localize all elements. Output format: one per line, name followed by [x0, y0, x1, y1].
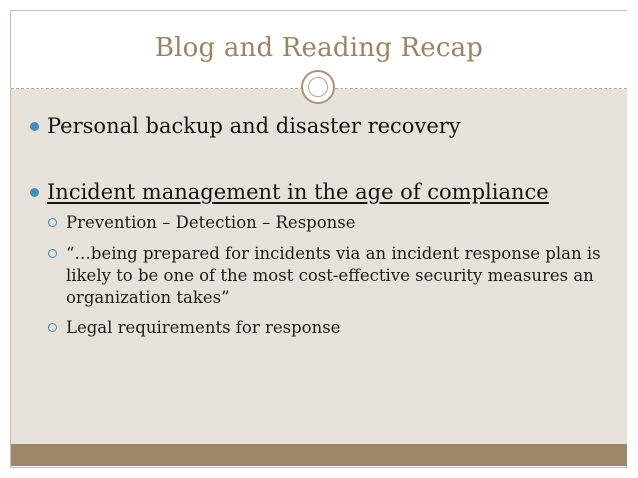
sub-bullet-item [48, 243, 618, 309]
bullet-dot-icon [30, 122, 39, 131]
sub-bullet-item [48, 317, 618, 339]
circle-ornament-inner [308, 77, 328, 97]
bullet-item [30, 180, 549, 204]
sub-bullet-item [48, 212, 618, 234]
hollow-circle-bullet-icon [48, 249, 57, 258]
slide-title: Blog and Reading Recap [154, 33, 484, 63]
hollow-circle-bullet-icon [48, 218, 57, 227]
hollow-circle-bullet-icon [48, 323, 57, 332]
sub-bullet-text: Prevention – Detection – Response [66, 213, 356, 232]
bullet-item [30, 114, 461, 138]
circle-ornament-icon [301, 70, 335, 104]
footer-bar [11, 444, 627, 466]
sub-bullet-text: “…being prepared for incidents via an incident response plan is likely to be one of the most cost-effective security measures an organization takes” [66, 244, 601, 307]
bullet-text: Incident management in the age of compliance [47, 180, 549, 204]
bullet-text: Personal backup and disaster recovery [47, 114, 461, 138]
bullet-dot-icon [30, 188, 39, 197]
sub-bullet-text: Legal requirements for response [66, 318, 341, 337]
